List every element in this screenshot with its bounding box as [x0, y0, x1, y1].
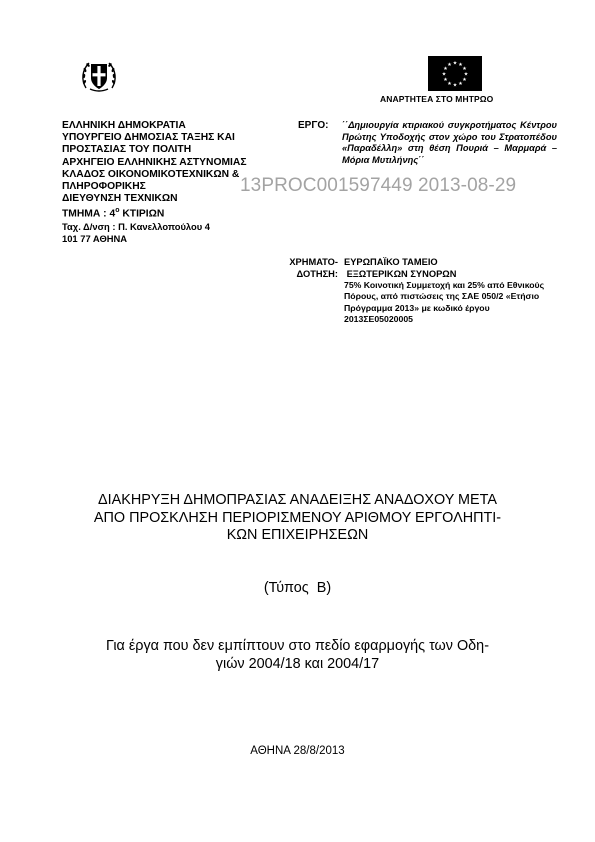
- eu-caption: ΑΝΑΡΤΗΤΕΑ ΣΤΟ ΜΗΤΡΩΟ: [380, 94, 494, 104]
- funding-source-line1: ΕΥΡΩΠΑΪΚΟ ΤΑΜΕΙΟ: [344, 257, 438, 267]
- address-line: Ταχ. Δ/νση : Π. Κανελλοπούλου 4: [62, 221, 211, 233]
- issuer-line: ΔΙΕΥΘΥΝΣΗ ΤΕΧΝΙΚΩΝ: [62, 193, 178, 205]
- document-type: (Τύπος Β): [263, 580, 332, 596]
- eu-star-icon: ★: [447, 80, 452, 87]
- issuer-line: ΠΡΟΣΤΑΣΙΑΣ ΤΟΥ ΠΟΛΙΤΗ: [62, 144, 192, 156]
- issuer-line: ΕΛΛΗΝΙΚΗ ΔΗΜΟΚΡΑΤΙΑ: [62, 120, 186, 131]
- funding-source-line2: ΕΞΩΤΕΡΙΚΩΝ ΣΥΝΟΡΩΝ: [344, 269, 457, 279]
- eu-star-icon: ★: [463, 71, 469, 78]
- eu-star-icon: ★: [447, 61, 452, 68]
- document-scope: Για έργα που δεν εμπίπτουν στο πεδίο εφαρμογής των Οδη- γιών 2004/18 και 2004/17: [106, 638, 489, 672]
- eu-star-icon: ★: [452, 82, 458, 89]
- greek-coat-of-arms-icon: [80, 58, 118, 94]
- eu-star-icon: ★: [462, 76, 467, 83]
- postcode-line: 101 77 ΑΘΗΝΑ: [62, 233, 128, 245]
- department-line: ΤΜΗΜΑ : $4^o$ ΚΤΙΡΙΩΝ: [62, 207, 165, 220]
- document-title: ΔΙΑΚΗΡΥΞΗ ΔΗΜΟΠΡΑΣΙΑΣ ΑΝΑΔΕΙΞΗΣ ΑΝΑΔΟΧΟΥ ΜΕΤΑ ΑΠΟ ΠΡΟΣΚΛΗΣΗ ΠΕΡΙΟΡΙΣΜΕΝΟΥ ΑΡΙΘΜΟΥ ΕΡΓΟΛΗΠΤΙ- ΚΩΝ ΕΠΙΧΕΙΡΗΣΕΩΝ: [93, 492, 502, 543]
- registry-watermark: 13PROC001597449 2013-08-29: [240, 175, 517, 196]
- eu-star-icon: ★: [443, 65, 448, 72]
- eu-star-icon: ★: [441, 71, 447, 78]
- project-text: ΄΄Δημιουργία κτιριακού συγκροτήματος Κέντρου Πρώτης Υποδοχής στον χώρο του Στρατοπέδου «Παραδέλλη» στη θέση Πουριά – Μαρμαρά – Μόρια Μυτιλήνης΄΄: [342, 120, 557, 165]
- eu-star-icon: ★: [462, 65, 467, 72]
- eu-star-icon: ★: [452, 60, 458, 67]
- eu-star-icon: ★: [443, 76, 448, 83]
- eu-star-icon: ★: [458, 80, 463, 87]
- funding-label: ΧΡΗΜΑΤΟ- ΔΟΤΗΣΗ:: [289, 257, 338, 279]
- issuer-line: ΑΡΧΗΓΕΙΟ ΕΛΛΗΝΙΚΗΣ ΑΣΤΥΝΟΜΙΑΣ: [62, 156, 247, 168]
- project-label: ΕΡΓΟ:: [298, 120, 329, 131]
- issuer-line: ΚΛΑΔΟΣ ΟΙΚΟΝΟΜΙΚΟΤΕΧΝΙΚΩΝ &: [62, 168, 240, 180]
- document-date: ΑΘΗΝΑ 28/8/2013: [250, 745, 345, 757]
- funding-text: [344, 256, 559, 326]
- funding-details: 75% Κοινοτική Συμμετοχή και 25% από Εθνικούς Πόρους, από πιστώσεις της ΣΑΕ 050/2 «Ετήσιο Πρόγραμμα 2013» με κωδικό έργου 2013ΣΕ05020005: [344, 280, 545, 325]
- eu-flag-icon: [428, 56, 482, 91]
- issuer-line: ΠΛΗΡΟΦΟΡΙΚΗΣ: [62, 181, 146, 193]
- issuer-line: ΥΠΟΥΡΓΕΙΟ ΔΗΜΟΣΙΑΣ ΤΑΞΗΣ ΚΑΙ: [62, 132, 235, 144]
- eu-star-icon: ★: [458, 61, 463, 68]
